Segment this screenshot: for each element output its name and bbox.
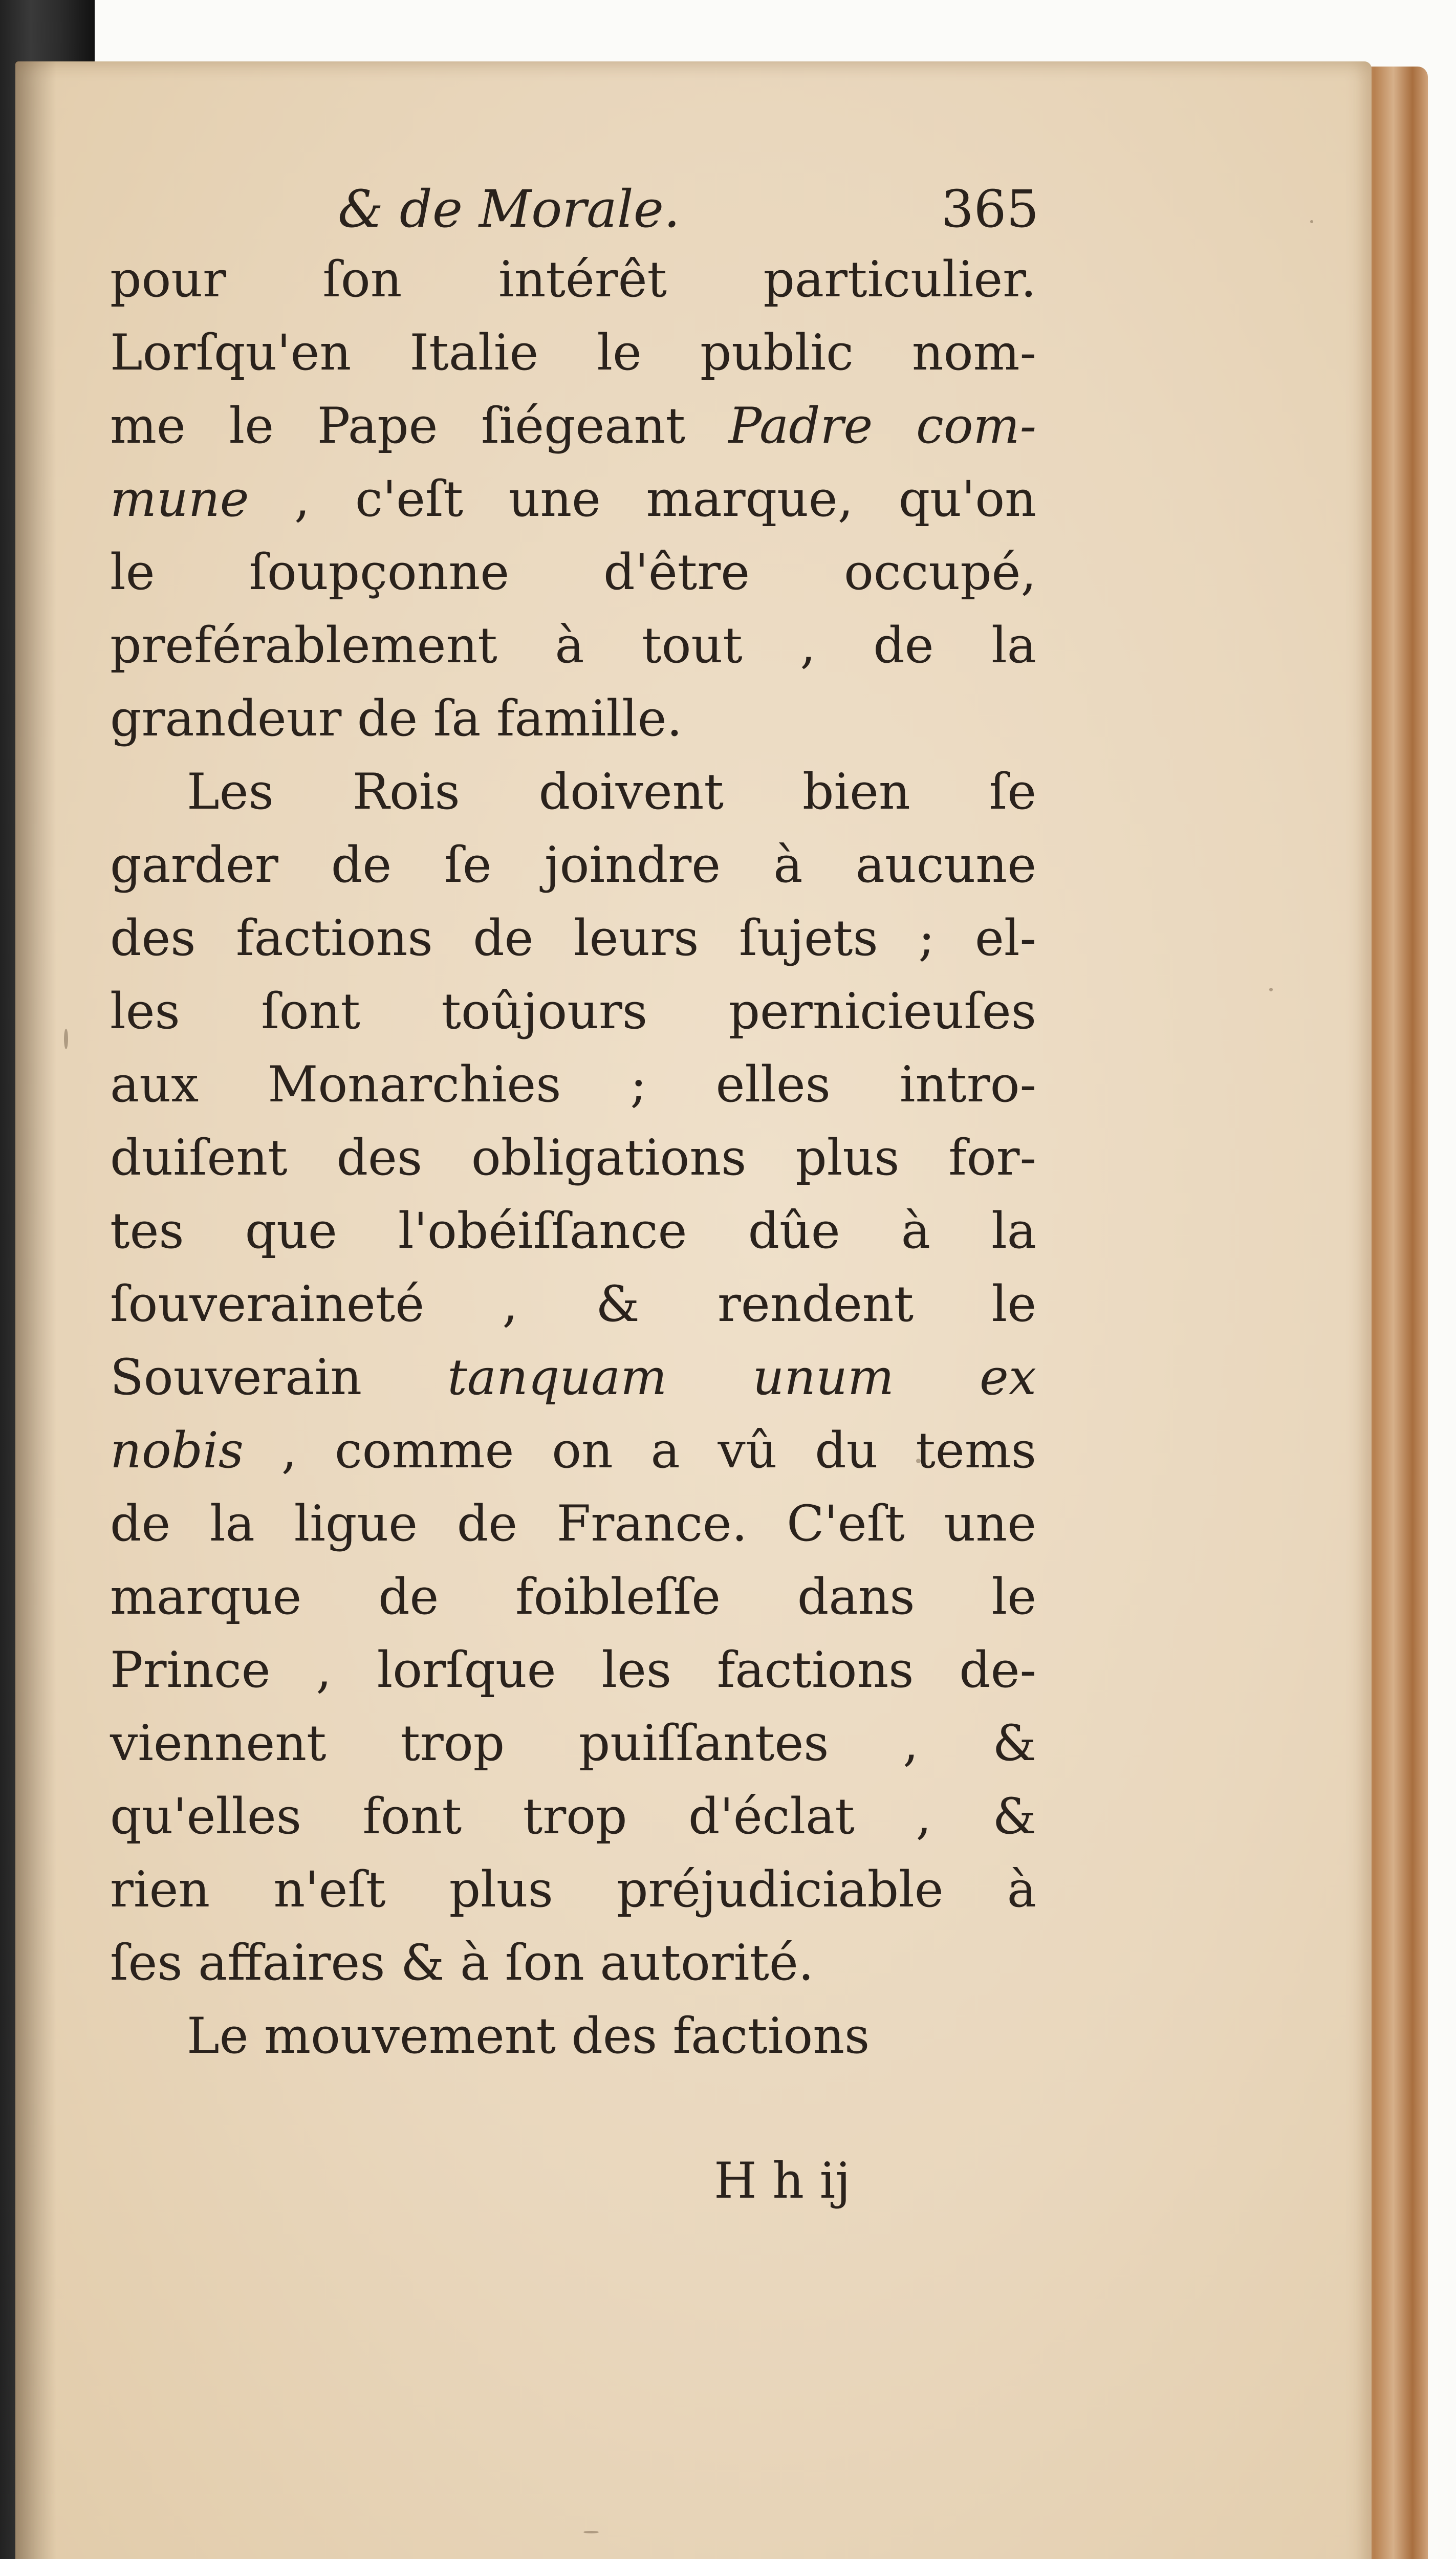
text-line: qu'elles font trop d'éclat , & [110, 1788, 1036, 1845]
text-line: viennent trop puiſſantes , & [110, 1715, 1036, 1772]
text-line: mune , c'eſt une marque, qu'on [110, 470, 1036, 528]
text-line: rien n'eſt plus préjudiciable à [110, 1861, 1036, 1918]
text-line: ſes affaires & à ſon autorité. [110, 1934, 814, 1991]
text-line: me le Pape ſiégeant Padre com- [110, 397, 1036, 454]
page-number: 365 [941, 179, 1039, 239]
text-line: tes que l'obéiſſance dûe à la [110, 1202, 1036, 1260]
text-line: garder de ſe joindre à aucune [110, 836, 1036, 894]
text-line: preférablement à tout , de la [110, 617, 1036, 674]
text-line: nobis , comme on a vû du tems [110, 1422, 1036, 1479]
text-line: aux Monarchies ; elles intro- [110, 1056, 1036, 1113]
text-line: pour ſon intérêt particulier. [110, 251, 1036, 308]
text-line: Souverain tanquam unum ex [110, 1349, 1037, 1406]
text-line: ſouveraineté , & rendent le [110, 1275, 1036, 1333]
running-title: & de Morale. [338, 179, 680, 239]
text-line: des factions de leurs ſujets ; el- [110, 909, 1036, 967]
page-gutter-shadow [15, 61, 56, 2559]
text-line: le ſoupçonne d'être occupé, [110, 544, 1036, 601]
running-header [338, 169, 1039, 246]
text-line: les ſont toûjours pernicieuſes [110, 983, 1036, 1040]
text-line: Les Rois doivent bien ſe [187, 763, 1036, 820]
catchword-signature: H h ij [714, 2152, 851, 2209]
text-line: duiſent des obligations plus for- [110, 1129, 1036, 1186]
text-line: Prince , lorſque les factions de- [110, 1641, 1036, 1699]
body-text [110, 243, 1036, 2073]
text-line: Lorſqu'en Italie le public nom- [110, 324, 1036, 381]
text-line: de la ligue de France. C'eſt une [110, 1495, 1036, 1552]
text-line: grandeur de ſa famille. [110, 690, 683, 747]
text-line: Le mouvement des factions [187, 2007, 870, 2065]
text-line: marque de foibleſſe dans le [110, 1568, 1036, 1625]
